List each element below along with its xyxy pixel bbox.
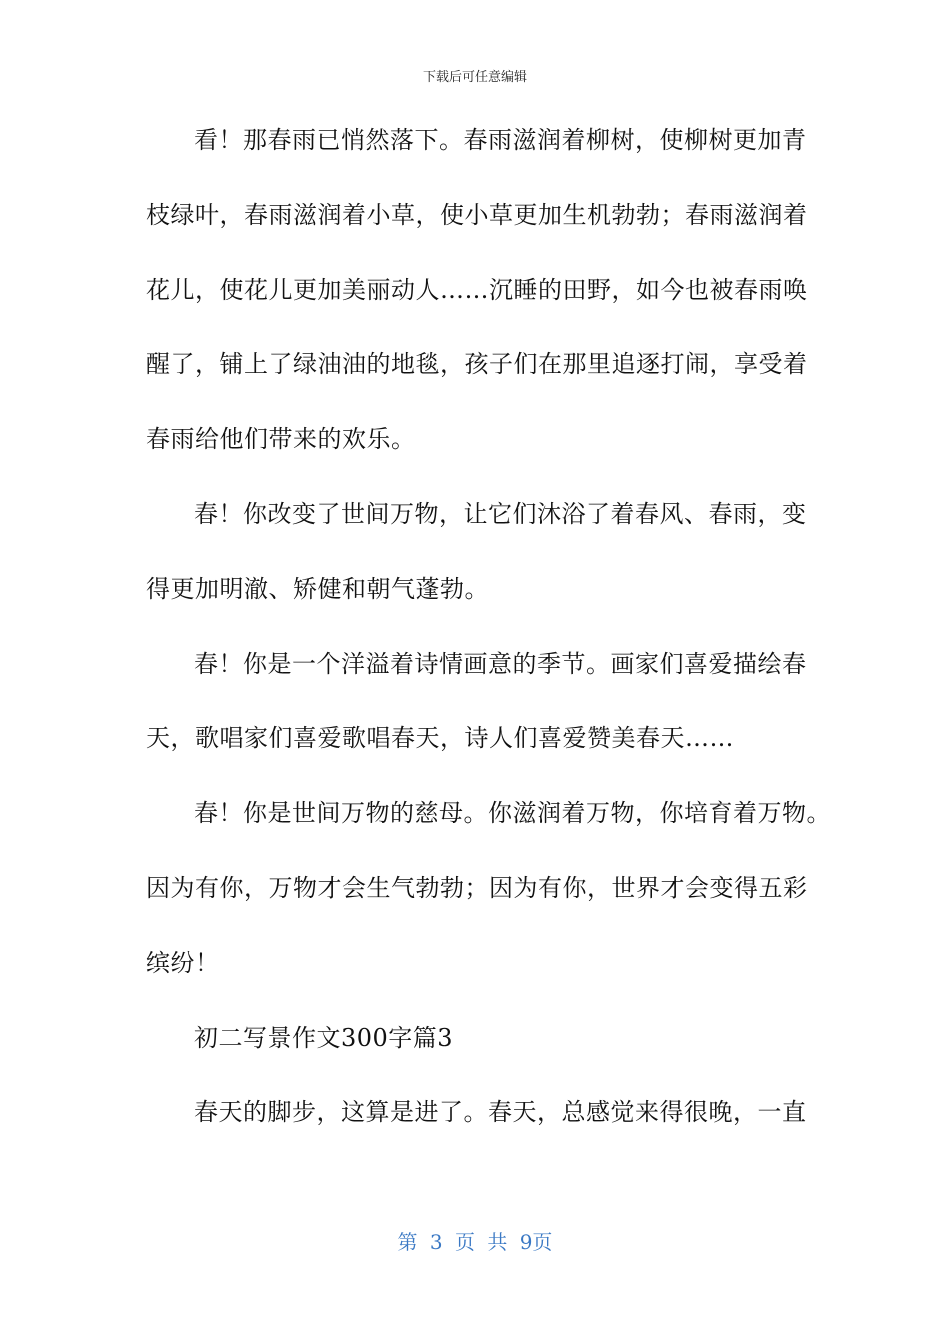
text-line: 看！那春雨已悄然落下。春雨滋润着柳树，使柳树更加青 — [194, 126, 807, 154]
text-line: 春雨给他们带来的欢乐。 — [146, 425, 416, 454]
text-line: 春！你改变了世间万物，让它们沐浴了着春风、春雨，变 — [194, 499, 807, 528]
text-line: 春！你是一个洋溢着诗情画意的季节。画家们喜爱描绘春 — [194, 649, 807, 678]
text-line: 醒了，铺上了绿油油的地毯，孩子们在那里追逐打闹，享受着 — [146, 350, 808, 379]
page-number-footer: 第 3 页 共 9页 — [397, 1230, 553, 1254]
text-line: 因为有你，万物才会生气勃勃；因为有你，世界才会变得五彩 — [146, 873, 808, 902]
text-line: 花儿，使花儿更加美丽动人……沉睡的田野，如今也被春雨唤 — [146, 275, 808, 304]
document-body — [146, 122, 831, 1132]
text-line: 缤纷！ — [146, 948, 220, 977]
page-header: 下载后可任意编辑 — [422, 70, 527, 85]
text-line: 春！你是世间万物的慈母。你滋润着万物，你培育着万物。 — [194, 799, 831, 828]
text-line: 春天的脚步，这算是进了。春天，总感觉来得很晚，一直 — [194, 1098, 807, 1127]
text-line: 枝绿叶，春雨滋润着小草，使小草更加生机勃勃；春雨滋润着 — [146, 200, 808, 229]
text-line: 得更加明澈、矫健和朝气蓬勃。 — [146, 574, 489, 603]
text-line: 天，歌唱家们喜爱歌唱春天，诗人们喜爱赞美春天…… — [146, 724, 734, 753]
section-heading: 初二写景作文300字篇3 — [194, 1023, 454, 1052]
